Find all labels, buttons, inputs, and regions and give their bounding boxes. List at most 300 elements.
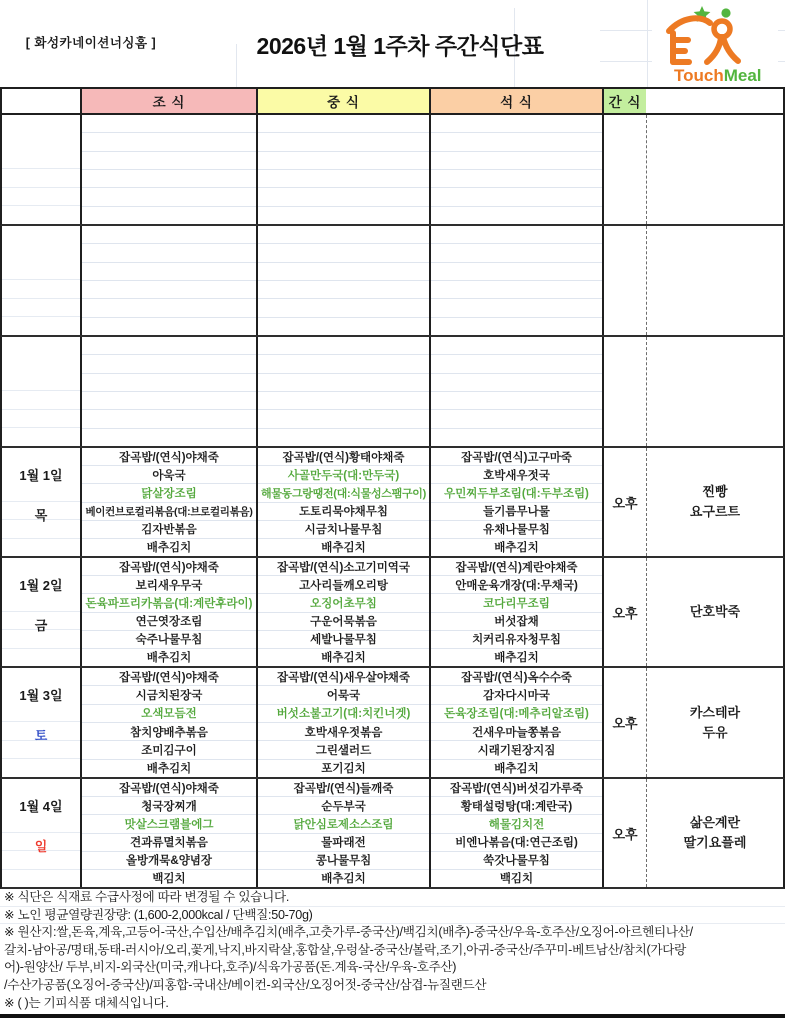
menu-item: 숙주나물무침 <box>135 634 203 647</box>
menu-row <box>82 391 256 409</box>
day-grid-row <box>2 538 80 557</box>
note-line: ※ 원산지:쌀,돈육,계육,고등어-국산,수입산/배추김치(배추,고춧가루-중국산)/백김치(배추)-중국산/우육-호주산/오징어-아르헨티나산/ <box>4 925 693 940</box>
menu-row <box>82 337 256 354</box>
menu-item: 감자다시마국 <box>483 689 550 702</box>
lunch-cell <box>256 668 429 777</box>
dinner-cell <box>429 558 602 666</box>
menu-item: 잡곡밥/(연식)옥수수죽 <box>461 671 572 684</box>
menu-item: 잡곡밥/(연식)야채죽 <box>119 561 219 574</box>
menu-item: 해물김치전 <box>488 818 545 831</box>
day-grid-row <box>2 558 80 576</box>
menu-row <box>431 354 602 372</box>
day-grid-row <box>2 483 80 501</box>
menu-item: 돈육장조림(대:메추리알조림) <box>444 708 589 721</box>
menu-row <box>82 483 256 501</box>
day-grid-row <box>2 261 80 279</box>
day-grid-row <box>2 337 80 355</box>
snack-item: 두유 <box>702 724 728 740</box>
menu-row <box>82 151 256 169</box>
menu-row <box>258 465 429 483</box>
menu-row <box>258 520 429 538</box>
menu-item: 오색모듬전 <box>141 708 197 721</box>
title-bar <box>0 0 785 87</box>
meal-table <box>0 87 785 889</box>
note-line: ※ 식단은 식재료 수급사정에 따라 변경될 수 있습니다. <box>0 889 785 907</box>
snack-menu-cell <box>646 448 783 556</box>
menu-item: 구운어묵볶음 <box>310 616 377 629</box>
menu-item: 배추김치 <box>321 652 366 665</box>
date-label: 1월 1일 <box>19 468 63 483</box>
menu-item: 황태설렁탕(대:계란국) <box>460 800 573 813</box>
menu-row <box>258 354 429 372</box>
menu-row <box>82 796 256 814</box>
day-grid-row <box>2 244 80 262</box>
menu-item: 잡곡밥/(연식)계란야채죽 <box>455 561 578 574</box>
menu-row <box>258 337 429 354</box>
menu-item: 조미김구이 <box>141 744 197 757</box>
menu-row <box>431 538 602 556</box>
breakfast-cell <box>80 115 256 224</box>
menu-item: 견과류멸치볶음 <box>130 837 208 850</box>
menu-item: 연근엿장조림 <box>135 616 203 629</box>
menu-item: 들기름무나물 <box>483 506 550 519</box>
menu-row <box>431 593 602 611</box>
snack-menu-cell <box>646 558 783 666</box>
menu-item: 건새우마늘쫑볶음 <box>472 726 561 739</box>
menu-row <box>258 538 429 556</box>
menu-item: 닭살장조림 <box>141 487 197 500</box>
menu-row <box>82 722 256 740</box>
menu-row <box>431 575 602 593</box>
page-title: 2026년 1월 1주차 주간식단표 <box>256 33 544 59</box>
menu-row <box>258 391 429 409</box>
header-snack: 간 식 <box>602 89 646 113</box>
menu-row <box>258 280 429 298</box>
day-block-일 <box>0 779 785 889</box>
snack-menu-cell <box>646 668 783 777</box>
menu-row <box>258 593 429 611</box>
menu-item: 그린샐러드 <box>315 744 372 757</box>
snack-time-cell: 오후 <box>602 668 646 777</box>
menu-row <box>82 685 256 703</box>
touchmeal-logo-icon <box>652 2 778 86</box>
menu-item: 맛살스크램블에그 <box>124 818 214 831</box>
breakfast-cell <box>80 558 256 666</box>
header-breakfast: 조 식 <box>80 89 256 113</box>
menu-row <box>258 704 429 722</box>
menu-item: 시래기된장지짐 <box>477 744 556 757</box>
menu-row <box>431 187 602 205</box>
menu-row <box>431 226 602 243</box>
menu-row <box>82 704 256 722</box>
snack-time-cell: 오후 <box>602 558 646 666</box>
menu-row <box>431 337 602 354</box>
menu-row <box>431 520 602 538</box>
day-grid-row <box>2 355 80 373</box>
menu-row <box>431 262 602 280</box>
menu-item: 콩나물무침 <box>315 855 372 868</box>
menu-item: 우민찌두부조림(대:두부조림) <box>444 487 589 500</box>
menu-item: 쑥갓나물무침 <box>483 855 550 868</box>
menu-row <box>431 779 602 796</box>
day-grid-row <box>2 427 80 446</box>
logo-text-touch: Touch <box>674 66 724 85</box>
menu-row <box>258 779 429 796</box>
menu-row <box>431 298 602 316</box>
day-grid-row <box>2 758 80 777</box>
menu-row <box>431 483 602 501</box>
menu-row <box>431 391 602 409</box>
day-cell <box>2 337 80 446</box>
day-block-목 <box>0 448 785 558</box>
dinner-cell <box>429 337 602 446</box>
menu-row <box>258 740 429 758</box>
menu-item: 돈육파프리카볶음(대:계란후라이) <box>85 597 253 610</box>
dinner-cell <box>429 779 602 887</box>
menu-item: 사골만두국(대:만두국) <box>287 469 400 482</box>
menu-item: 백김치 <box>499 873 534 886</box>
menu-item: 잡곡밥/(연식)야채죽 <box>119 671 219 684</box>
menu-item: 배추김치 <box>321 873 366 886</box>
menu-row <box>258 206 429 224</box>
menu-row <box>431 502 602 520</box>
menu-row <box>82 226 256 243</box>
day-grid-row <box>2 115 80 133</box>
day-grid-row <box>2 779 80 797</box>
menu-row <box>82 612 256 630</box>
snack-item: 요구르트 <box>689 504 741 519</box>
menu-item: 보리새우무국 <box>135 579 203 592</box>
menu-row <box>258 115 429 132</box>
snack-time-cell <box>602 226 646 335</box>
menu-item: 잡곡밥/(연식)야채죽 <box>119 782 219 795</box>
date-label: 1월 2일 <box>19 578 63 593</box>
menu-row <box>431 280 602 298</box>
snack-time-cell <box>602 115 646 224</box>
menu-row <box>431 558 602 575</box>
dinner-cell <box>429 115 602 224</box>
menu-row <box>258 814 429 832</box>
menu-row <box>258 151 429 169</box>
menu-row <box>431 465 602 483</box>
menu-row <box>82 317 256 335</box>
day-grid-row <box>2 226 80 244</box>
snack-item: 카스테라 <box>689 704 741 720</box>
menu-row <box>431 833 602 851</box>
menu-row <box>258 243 429 261</box>
day-block-empty <box>0 337 785 448</box>
table-body <box>0 115 785 889</box>
lunch-cell <box>256 448 429 556</box>
day-grid-row <box>2 593 80 611</box>
menu-item: 올방개묵&양념장 <box>125 855 213 868</box>
menu-item: 치커리유자청무침 <box>472 634 561 647</box>
day-grid-row <box>2 668 80 686</box>
day-grid-row <box>2 168 80 187</box>
menu-item: 청국장찌개 <box>141 800 197 813</box>
lunch-cell <box>256 558 429 666</box>
menu-row <box>258 685 429 703</box>
facility-name: [ 화성카네이션너싱홈 ] <box>25 36 157 50</box>
day-grid-row <box>2 648 80 667</box>
day-cell <box>2 115 80 224</box>
note-line: ※ ( )는 기피식품 대체식입니다. <box>4 995 169 1010</box>
menu-row <box>431 630 602 648</box>
menu-item: 잡곡밥/(연식)황태야채죽 <box>282 451 405 464</box>
day-cell <box>2 779 80 887</box>
menu-row <box>258 851 429 869</box>
menu-item: 순두부국 <box>321 800 366 813</box>
day-cell <box>2 558 80 666</box>
menu-item: 코다리무조림 <box>483 597 550 610</box>
menu-row <box>82 538 256 556</box>
menu-row <box>82 448 256 465</box>
menu-row <box>431 612 602 630</box>
snack-item: 단호박죽 <box>689 604 741 619</box>
snack-menu-cell <box>646 115 783 224</box>
dinner-cell <box>429 448 602 556</box>
menu-item: 베이컨브로컬리볶음(대:브로컬리볶음) <box>85 505 253 518</box>
weekday-label: 금 <box>34 618 48 633</box>
snack-menu-cell <box>646 226 783 335</box>
menu-row <box>82 243 256 261</box>
menu-row <box>431 243 602 261</box>
menu-row <box>82 648 256 666</box>
menu-row <box>258 483 429 501</box>
snack-item: 삶은계란 <box>689 815 741 830</box>
date-label: 1월 4일 <box>19 799 63 814</box>
menu-row <box>431 704 602 722</box>
dinner-cell <box>429 668 602 777</box>
menu-item: 닭안심로제소스조림 <box>293 818 394 831</box>
menu-row <box>82 428 256 446</box>
menu-row <box>431 648 602 666</box>
day-grid-row <box>2 869 80 888</box>
menu-row <box>258 409 429 427</box>
menu-item: 배추김치 <box>494 542 539 555</box>
svg-text:TouchMeal <box>674 66 762 85</box>
day-grid-row <box>2 316 80 335</box>
menu-row <box>258 833 429 851</box>
menu-item: 참치양배추볶음 <box>130 726 208 739</box>
weekday-label: 목 <box>34 508 48 523</box>
snack-menu-cell <box>646 779 783 887</box>
menu-row <box>258 169 429 187</box>
menu-row <box>431 740 602 758</box>
menu-row <box>431 317 602 335</box>
menu-row <box>82 298 256 316</box>
snack-item: 찐빵 <box>702 484 728 499</box>
menu-row <box>258 448 429 465</box>
menu-item: 잡곡밥/(연식)들깨죽 <box>293 782 394 795</box>
day-grid-row <box>2 703 80 721</box>
day-grid-row <box>2 150 80 168</box>
menu-row <box>82 759 256 777</box>
menu-item: 잡곡밥/(연식)버섯김가루죽 <box>449 782 584 795</box>
breakfast-cell <box>80 448 256 556</box>
menu-row <box>258 759 429 777</box>
header-dinner: 석 식 <box>429 89 602 113</box>
menu-row <box>431 851 602 869</box>
menu-row <box>82 169 256 187</box>
note-line: 갈치-남아공/명태,동태-러시아/오리,꽃게,낙지,바지락살,홍합살,우렁살-중국산/볼락,조기,아귀-중국산/주꾸미-베트남산/참치(가다랑 <box>4 942 686 957</box>
menu-row <box>82 373 256 391</box>
breakfast-cell <box>80 668 256 777</box>
menu-row <box>431 796 602 814</box>
menu-item: 어묵국 <box>326 689 361 702</box>
breakfast-cell <box>80 337 256 446</box>
menu-item: 고사리들깨오리탕 <box>299 579 388 592</box>
snack-item: 딸기요플레 <box>683 835 747 850</box>
menu-row <box>431 169 602 187</box>
breakfast-cell <box>80 779 256 887</box>
menu-row <box>258 262 429 280</box>
menu-item: 잡곡밥/(연식)소고기미역국 <box>276 561 411 574</box>
day-block-토 <box>0 668 785 779</box>
menu-row <box>431 132 602 150</box>
menu-row <box>431 373 602 391</box>
menu-row <box>82 409 256 427</box>
menu-item: 해물동그랑땡전(대:식물성스팸구이) <box>261 487 426 500</box>
menu-row <box>82 668 256 685</box>
menu-item: 시금치나물무침 <box>304 524 383 537</box>
menu-item: 잡곡밥/(연식)야채죽 <box>119 451 219 464</box>
menu-row <box>431 428 602 446</box>
menu-row <box>431 151 602 169</box>
menu-row <box>431 869 602 887</box>
menu-row <box>431 448 602 465</box>
menu-row <box>258 317 429 335</box>
day-grid-row <box>2 390 80 409</box>
note-line: /수산가공품(오징어-중국산)/피홍합-국내산/베이컨-외국산/오징어젓-중국산/삼겹-뉴질랜드산 <box>4 977 487 992</box>
note-line: 어)-원양산/ 두부,비지-외국산(미국,캐나다,호주)/식육가공품(돈.계육-국산/우육-호주산) <box>4 960 457 975</box>
menu-row <box>258 428 429 446</box>
day-cell <box>2 226 80 335</box>
menu-item: 오징어초무침 <box>310 597 377 610</box>
menu-row <box>431 759 602 777</box>
menu-item: 도토리묵야채무침 <box>299 506 388 519</box>
grid-line <box>236 44 237 87</box>
menu-item: 버섯잡채 <box>494 616 539 629</box>
menu-item: 시금치된장국 <box>135 689 203 702</box>
menu-row <box>82 187 256 205</box>
note-line: ※ 노인 평균열량권장량: (1,600-2,000kcal / 단백질:50-70g) <box>0 907 785 925</box>
weekday-label: 토 <box>34 728 48 743</box>
menu-item: 호박새우젓국 <box>483 469 550 482</box>
menu-row <box>82 354 256 372</box>
menu-row <box>82 115 256 132</box>
menu-row <box>82 132 256 150</box>
menu-item: 호박새우젓볶음 <box>304 726 383 739</box>
menu-item: 잡곡밥/(연식)새우살야채죽 <box>276 671 411 684</box>
lunch-cell <box>256 337 429 446</box>
menu-item: 잡곡밥/(연식)고구마죽 <box>461 451 572 464</box>
grid-line <box>647 0 648 87</box>
menu-row <box>82 630 256 648</box>
menu-row <box>258 373 429 391</box>
date-label: 1월 3일 <box>19 688 63 703</box>
breakfast-cell <box>80 226 256 335</box>
menu-row <box>82 814 256 832</box>
menu-row <box>82 206 256 224</box>
snack-menu-cell <box>646 337 783 446</box>
menu-row <box>82 779 256 796</box>
menu-row <box>82 520 256 538</box>
menu-row <box>258 226 429 243</box>
menu-row <box>82 593 256 611</box>
menu-row <box>431 409 602 427</box>
sheet-bottom-border <box>0 1014 785 1018</box>
dinner-cell <box>429 226 602 335</box>
footer-notes <box>0 889 785 1012</box>
day-grid-row <box>2 814 80 832</box>
menu-item: 버섯소불고기(대:치킨너겟) <box>276 708 411 721</box>
header-day-cell <box>2 89 80 113</box>
menu-row <box>258 722 429 740</box>
menu-row <box>258 869 429 887</box>
menu-row <box>258 612 429 630</box>
menu-item: 세발나물무침 <box>310 634 377 647</box>
menu-row <box>431 722 602 740</box>
day-block-empty <box>0 226 785 337</box>
menu-item: 유채나물무침 <box>483 524 550 537</box>
menu-row <box>82 869 256 887</box>
menu-row <box>82 465 256 483</box>
menu-row <box>82 851 256 869</box>
day-grid-row <box>2 448 80 466</box>
day-block-empty <box>0 115 785 226</box>
menu-item: 포기김치 <box>321 763 366 776</box>
day-cell <box>2 668 80 777</box>
menu-row <box>258 298 429 316</box>
snack-time-cell: 오후 <box>602 779 646 887</box>
day-grid-row <box>2 372 80 390</box>
snack-time-cell: 오후 <box>602 448 646 556</box>
menu-item: 배추김치 <box>321 542 366 555</box>
menu-row <box>258 502 429 520</box>
menu-row <box>82 280 256 298</box>
menu-item: 백김치 <box>152 873 186 886</box>
menu-row <box>431 814 602 832</box>
lunch-cell <box>256 779 429 887</box>
menu-item: 배추김치 <box>494 652 539 665</box>
menu-row <box>82 262 256 280</box>
dot-icon <box>721 8 730 17</box>
menu-row <box>82 833 256 851</box>
menu-row <box>431 206 602 224</box>
menu-row <box>258 575 429 593</box>
menu-row <box>431 115 602 132</box>
day-block-금 <box>0 558 785 668</box>
menu-row <box>258 668 429 685</box>
logo-text-meal: Meal <box>723 66 762 85</box>
menu-item: 배추김치 <box>494 763 539 776</box>
menu-row <box>258 630 429 648</box>
lunch-cell <box>256 226 429 335</box>
menu-row <box>82 740 256 758</box>
lunch-cell <box>256 115 429 224</box>
day-grid-row <box>2 187 80 206</box>
menu-row <box>258 187 429 205</box>
menu-row <box>82 502 256 520</box>
menu-item: 배추김치 <box>146 652 192 665</box>
day-grid-row <box>2 133 80 151</box>
day-cell <box>2 448 80 556</box>
menu-row <box>258 648 429 666</box>
day-grid-row <box>2 279 80 298</box>
menu-item: 배추김치 <box>146 763 192 776</box>
menu-row <box>258 796 429 814</box>
